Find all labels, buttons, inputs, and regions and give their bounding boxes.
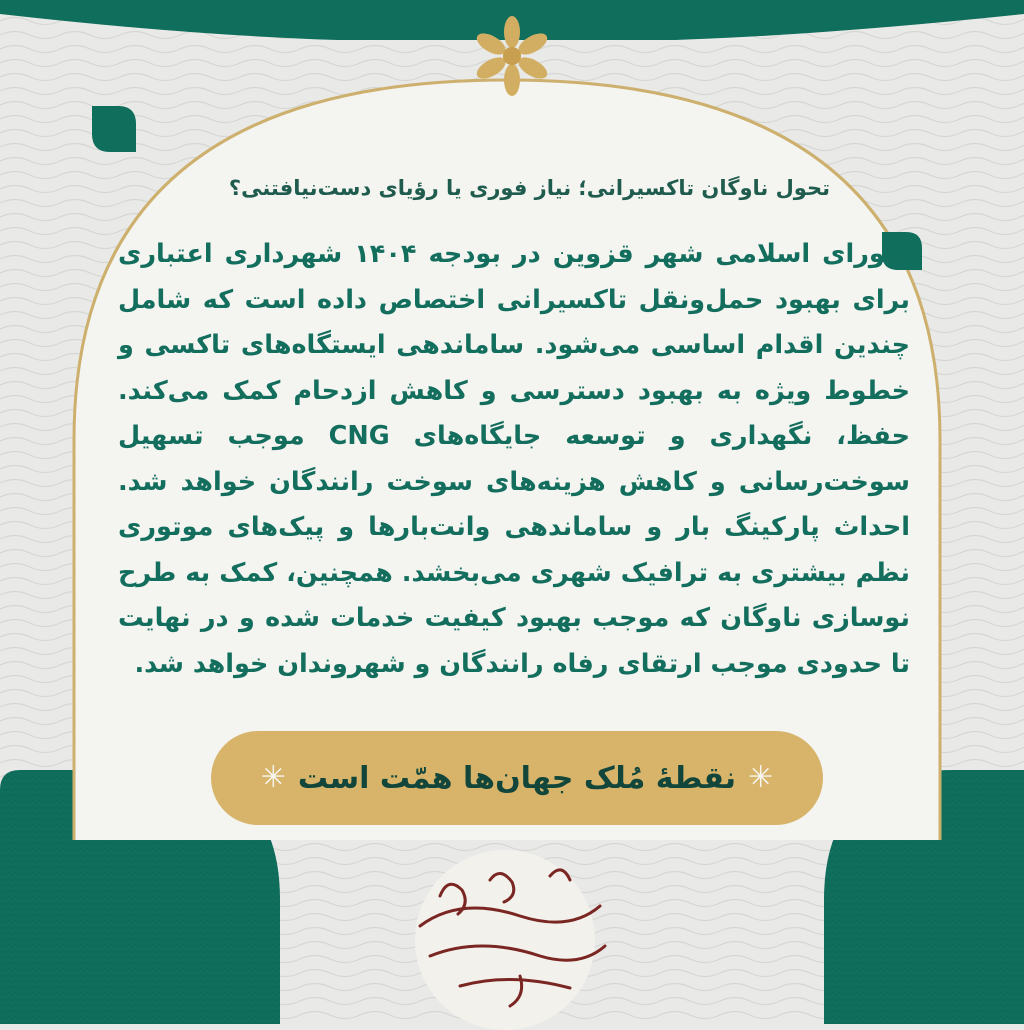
post-body [118,232,910,687]
signature-text: مهدی مهدی‌خانی [506,946,514,947]
calligraphy-signature-icon [400,856,620,1016]
flower-icon [466,8,558,104]
motto-banner [211,731,823,825]
asterisk-icon: ✳ [748,760,774,795]
post-title: تحول ناوگان تاکسیرانی؛ نیاز فوری یا رؤیای دست‌نیافتنی؟ [228,176,830,200]
asterisk-icon: ✳ [260,760,286,795]
motto-text: نقطهٔ مُلک جهان‌ها همّت است [297,760,737,796]
body-paragraph: شورای اسلامی شهر قزوین در بودجه ۱۴۰۴ شهرداری اعتباری برای بهبود حمل‌ونقل تاکسیرانی اختصاص داده است که شامل چندین اقدام اساسی می‌شود. ساماندهی ایستگاه‌های تاکسی و خطوط ویژه به بهبود دسترسی و کاهش ازدحام کمک می‌کند. حفظ، نگهداری و توسعه جایگاه‌های CNG موجب تسهیل سوخت‌رسانی و کاهش هزینه‌های سوخت رانندگان خواهد شد. احداث پارکینگ بار و ساماندهی وانت‌بارها و پیک‌های موتوری نظم بیشتری به ترافیک شهری می‌بخشد. همچنین، کمک به طرح نوسازی ناوگان که موجب بهبود کیفیت خدمات شده و در نهایت تا حدودی موجب ارتقای رفاه رانندگان و شهروندان خواهد شد. [118,239,910,679]
leaf-icon [90,104,138,154]
